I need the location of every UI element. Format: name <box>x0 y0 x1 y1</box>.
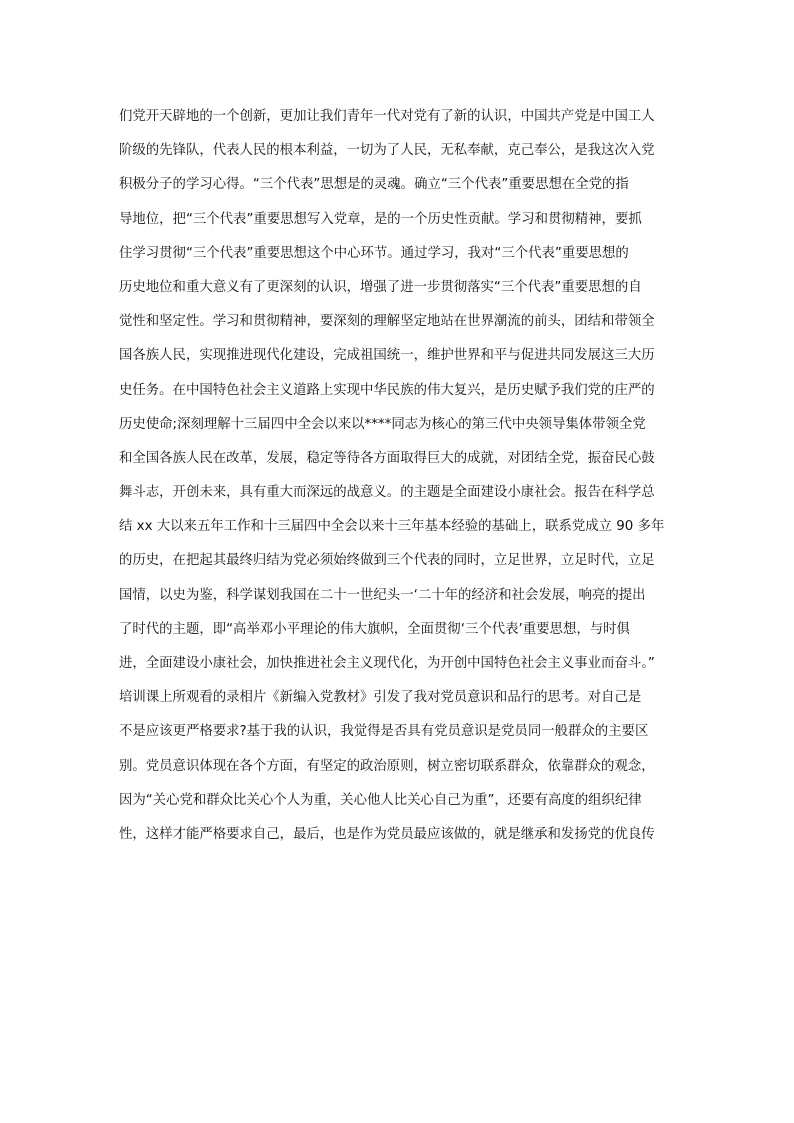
text-line: 觉性和坚定性。学习和贯彻精神，要深刻的理解坚定地站在世界潮流的前头，团结和带领全 <box>119 314 655 330</box>
text-line: 因为“关心党和群众比关心个人为重，关心他人比关心自己为重”，还要有高度的组织纪律 <box>119 792 642 808</box>
text-line: 住学习贯彻“三个代表”重要思想这个中心环节。通过学习，我对“三个代表”重要思想的 <box>119 245 629 261</box>
text-line: 阶级的先锋队，代表人民的根本利益，一切为了人民，无私奉献，克己奉公，是我这次入党 <box>119 143 655 159</box>
text-line: 国各族人民，实现推进现代化建设，完成祖国统一，维护世界和平与促进共同发展这三大历 <box>119 348 655 364</box>
text-line: 培训课上所观看的录相片《新编入党教材》引发了我对党员意识和品行的思考。对自己是 <box>119 690 642 706</box>
body-text <box>119 100 689 852</box>
text-line: 结 xx 大以来五年工作和十三届四中全会以来十三年基本经验的基础上，联系党成立 90 多年 <box>119 519 665 535</box>
text-line: 国情，以史为鉴，科学谋划我国在二十一世纪头一‘二十年的经济和社会发展，响亮的提出 <box>119 587 646 603</box>
text-line: 进，全面建设小康社会，加快推进社会主义现代化，为开创中国特色社会主义事业而奋斗。” <box>119 656 655 671</box>
text-line: 不是应该更严格要求?基于我的认识，我觉得是否具有党员意识是党员同一般群众的主要区 <box>119 724 649 740</box>
text-line: 导地位，把“三个代表”重要思想写入党章，是的一个历史性贡献。学习和贯彻精神，要抓 <box>119 211 642 227</box>
text-line: 们党开天辟地的一个创新，更加让我们青年一代对党有了新的认识，中国共产党是中国工人 <box>119 109 655 124</box>
text-line: 别。党员意识体现在各个方面，有坚定的政治原则，树立密切联系群众，依靠群众的观念， <box>119 758 655 774</box>
text-line: 史任务。在中国特色社会主义道路上实现中华民族的伟大复兴，是历史赋予我们党的庄严的 <box>119 382 655 398</box>
text-line: 积极分子的学习心得。“三个代表”思想是的灵魂。确立“三个代表”重要思想在全党的指 <box>119 177 629 193</box>
text-line: 了时代的主题，即“高举邓小平理论的伟大旗帜，全面贯彻‘三个代表’重要思想，与时俱 <box>119 621 630 637</box>
text-line: 性，这样才能严格要求自己，最后，也是作为党员最应该做的，就是继承和发扬党的优良传 <box>119 826 655 842</box>
text-line: 和全国各族人民在改革，发展，稳定等待各方面取得巨大的成就，对团结全党，振奋民心鼓 <box>119 450 655 466</box>
text-line: 的历史，在把起其最终归结为党必须始终做到三个代表的同时，立足世界，立足时代，立足 <box>119 553 655 569</box>
text-line: 历史使命;深刻理解十三届四中全会以来以****同志为核心的第三代中央领导集体带领全党 <box>119 416 646 432</box>
text-line: 舞斗志，开创未来，具有重大而深远的战意义。的主题是全面建设小康社会。报告在科学总 <box>119 485 655 501</box>
text-line: 历史地位和重大意义有了更深刻的认识，增强了进一步贯彻落实“三个代表”重要思想的自 <box>119 279 642 295</box>
